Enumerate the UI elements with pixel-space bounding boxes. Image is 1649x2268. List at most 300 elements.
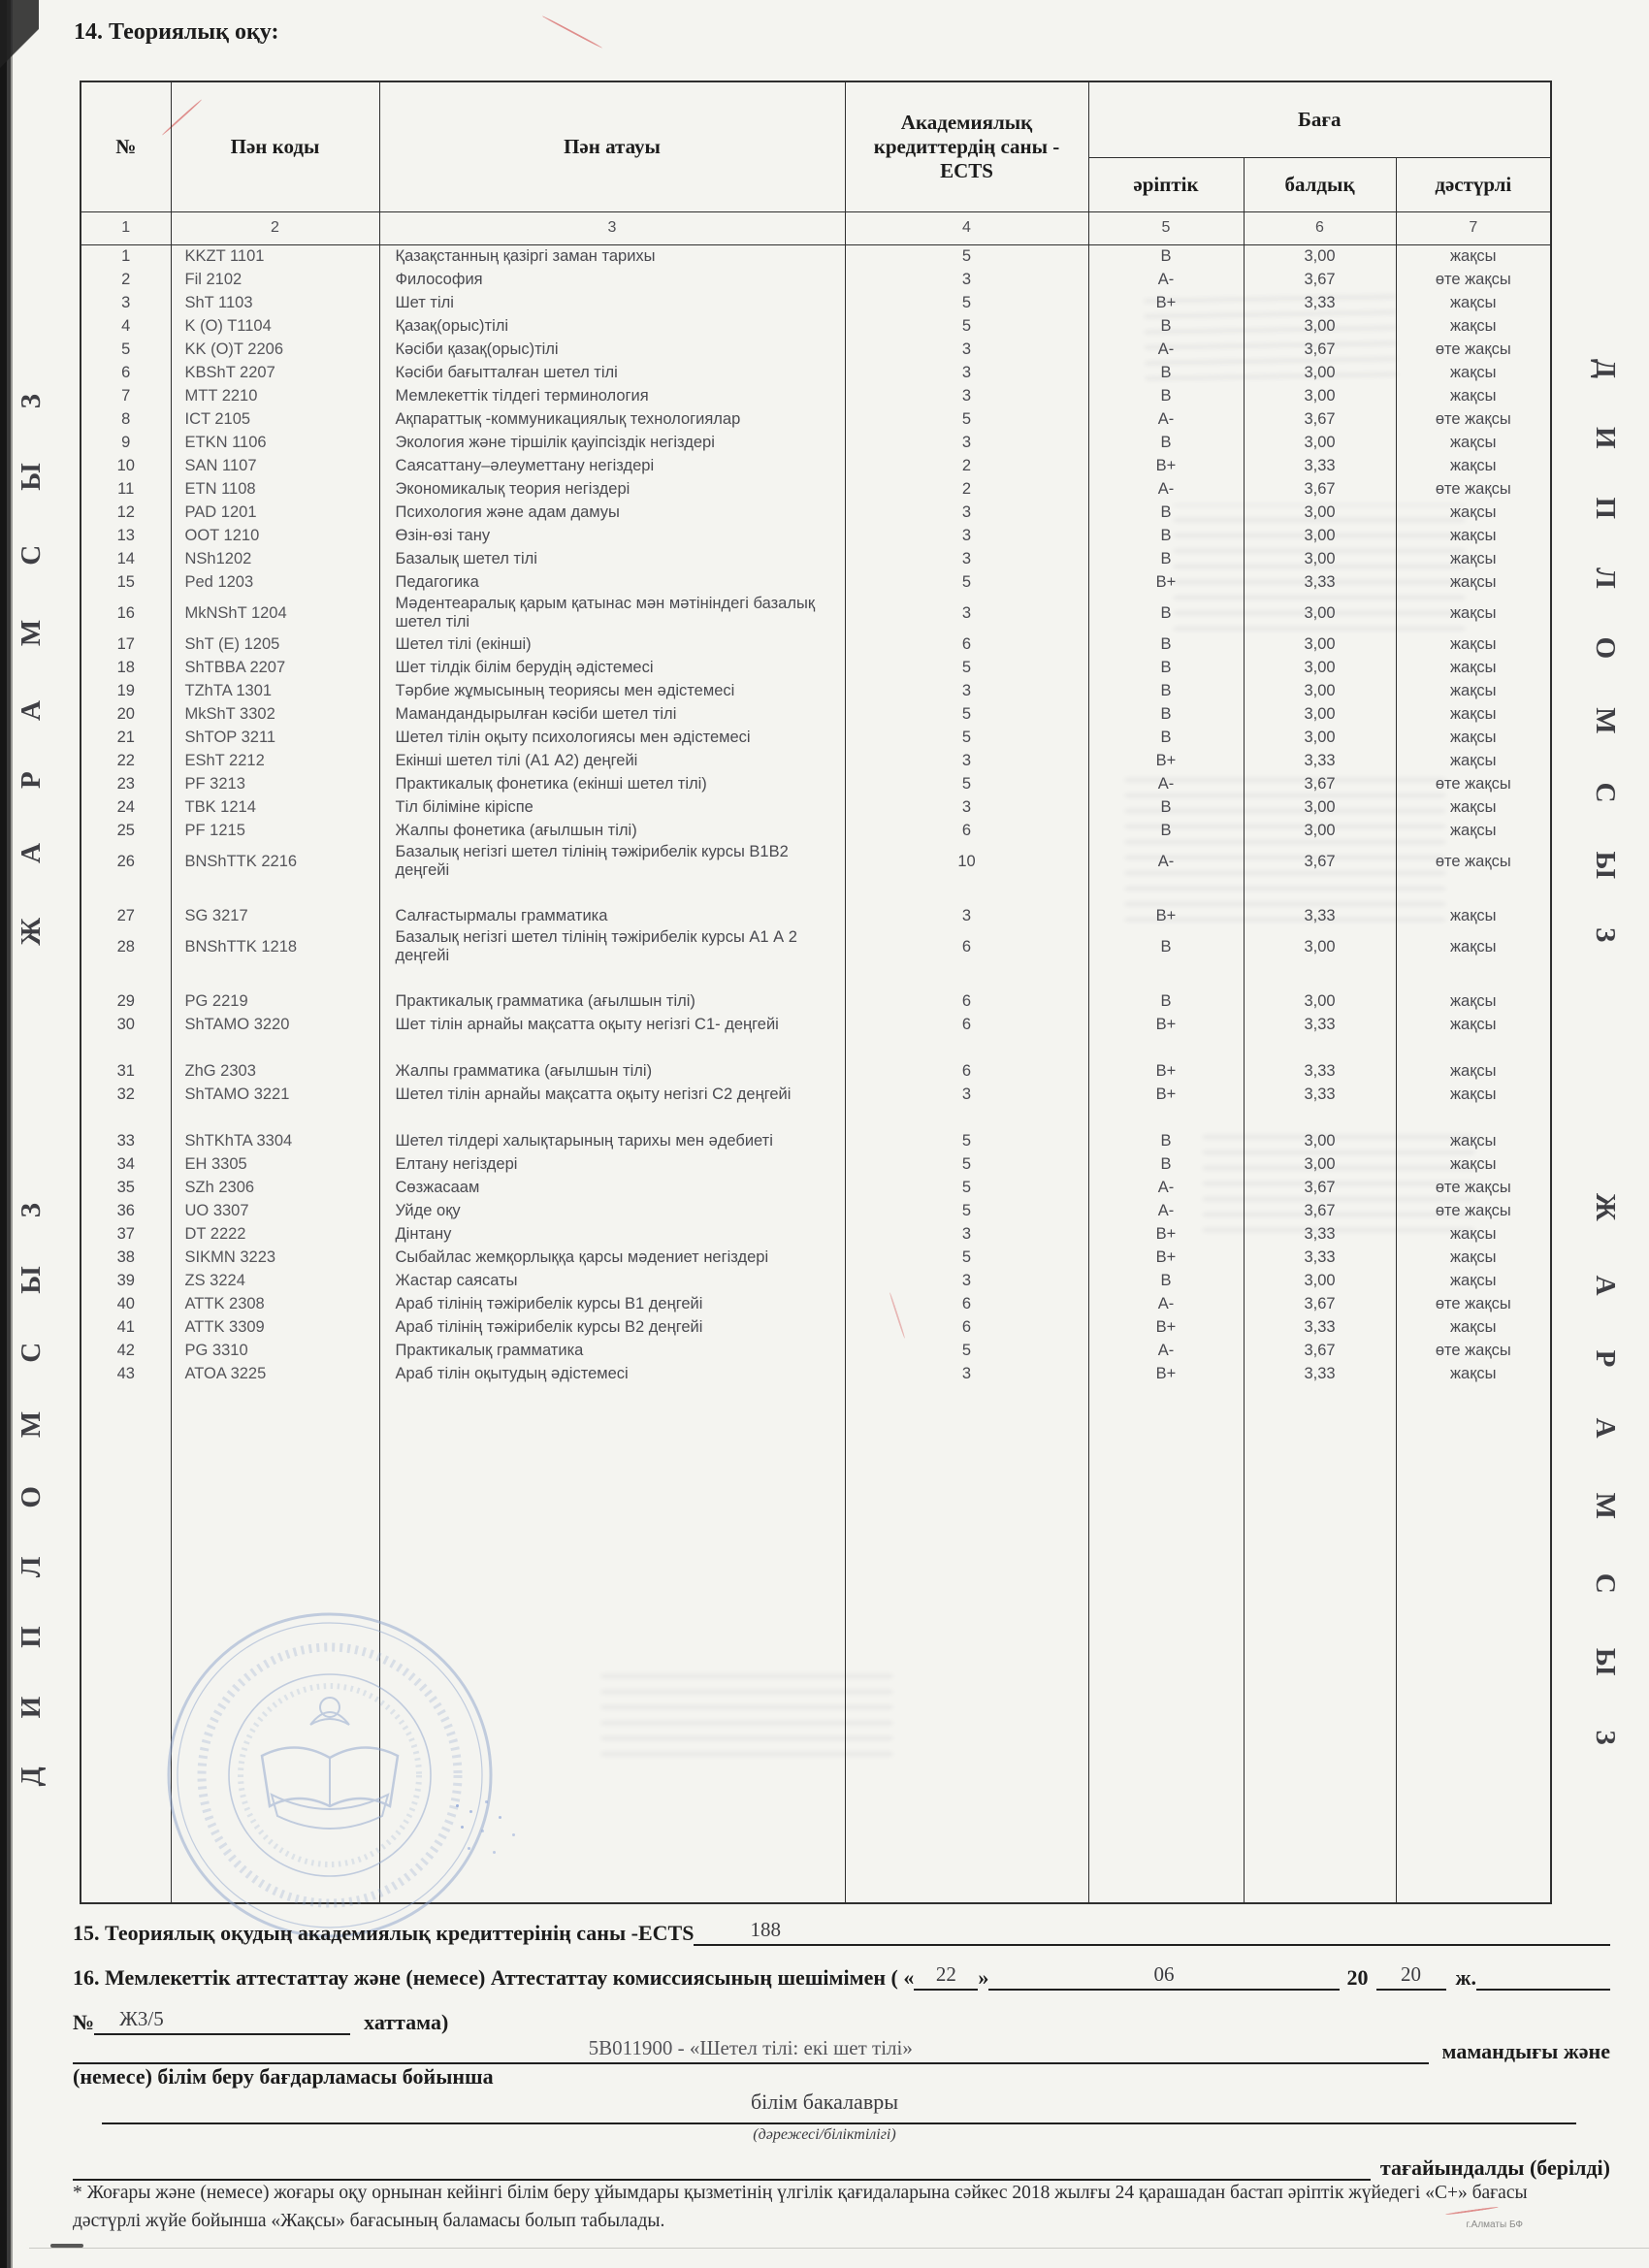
grade-traditional: өте жақсы — [1396, 477, 1551, 501]
grade-letter: B — [1088, 632, 1244, 656]
attestation-day: 22 — [914, 1960, 978, 1991]
table-row — [81, 1362, 1551, 1385]
empty-cell — [845, 966, 1088, 989]
credits-value: 3 — [845, 384, 1088, 407]
course-name: Кәсіби қазақ(орыс)тілі — [379, 338, 845, 361]
course-name: Мемлекеттік тілдегі терминология — [379, 384, 845, 407]
course-code: ShTAMO 3221 — [171, 1083, 379, 1106]
program-line — [73, 2033, 1610, 2064]
empty-cell — [1088, 1385, 1244, 1903]
grade-letter: B — [1088, 795, 1244, 819]
grade-traditional: жақсы — [1396, 1013, 1551, 1036]
grade-letter: B — [1088, 1152, 1244, 1176]
course-code: SZh 2306 — [171, 1176, 379, 1199]
grade-traditional: жақсы — [1396, 244, 1551, 268]
grade-letter: B — [1088, 314, 1244, 338]
credits-value: 5 — [845, 726, 1088, 749]
row-number: 37 — [81, 1222, 171, 1246]
credits-value: 6 — [845, 927, 1088, 966]
credits-value: 3 — [845, 547, 1088, 570]
table-row — [81, 1083, 1551, 1106]
course-code: ShT 1103 — [171, 291, 379, 314]
empty-cell — [1396, 1385, 1551, 1903]
course-name: Уйде оқу — [379, 1199, 845, 1222]
row-number: 38 — [81, 1246, 171, 1269]
row-number: 27 — [81, 904, 171, 927]
grade-letter: B+ — [1088, 749, 1244, 772]
credits-value: 3 — [845, 1362, 1088, 1385]
grade-letter: B+ — [1088, 454, 1244, 477]
course-name: Психология және адам дамуы — [379, 501, 845, 524]
course-name: Базалық негізгі шетел тілінің тәжірибелік курсы А1 А 2 деңгейі — [379, 927, 845, 966]
table-row — [81, 726, 1551, 749]
empty-cell — [1244, 1385, 1396, 1903]
column-number-row — [81, 211, 1551, 244]
grade-traditional: жақсы — [1396, 632, 1551, 656]
table-row — [81, 501, 1551, 524]
course-name: Практикалық грамматика — [379, 1339, 845, 1362]
grade-traditional: жақсы — [1396, 1246, 1551, 1269]
col-header-name: Пән атауы — [379, 81, 845, 211]
grade-traditional: жақсы — [1396, 726, 1551, 749]
empty-cell — [1396, 1106, 1551, 1129]
grade-score: 3,33 — [1244, 1315, 1396, 1339]
grade-score: 3,33 — [1244, 570, 1396, 594]
row-number: 1 — [81, 244, 171, 268]
course-code: BNShTTK 2216 — [171, 842, 379, 881]
grade-score: 3,00 — [1244, 1129, 1396, 1152]
row-number: 8 — [81, 407, 171, 431]
course-code: TBK 1214 — [171, 795, 379, 819]
empty-cell — [1396, 881, 1551, 904]
grade-traditional: жақсы — [1396, 656, 1551, 679]
row-number: 5 — [81, 338, 171, 361]
credits-value: 6 — [845, 1059, 1088, 1083]
grade-letter: B+ — [1088, 570, 1244, 594]
credits-value: 5 — [845, 656, 1088, 679]
table-row — [81, 361, 1551, 384]
row-number: 26 — [81, 842, 171, 881]
grade-traditional: өте жақсы — [1396, 268, 1551, 291]
course-code: ShT (E) 1205 — [171, 632, 379, 656]
row-number: 32 — [81, 1083, 171, 1106]
credits-value: 3 — [845, 795, 1088, 819]
row-number: 33 — [81, 1129, 171, 1152]
grade-score: 3,00 — [1244, 632, 1396, 656]
empty-cell — [1396, 966, 1551, 989]
course-name: Сыбайлас жемқорлыққа қарсы мәдениет негіздері — [379, 1246, 845, 1269]
grade-letter: B+ — [1088, 1059, 1244, 1083]
grade-traditional: жақсы — [1396, 1059, 1551, 1083]
table-row — [81, 454, 1551, 477]
attestation-century: 20 — [1346, 1965, 1369, 1990]
row-number: 14 — [81, 547, 171, 570]
course-name: Шет тілін арнайы мақсатта оқыту негізгі С1- деңгейі — [379, 1013, 845, 1036]
empty-cell — [81, 881, 171, 904]
table-row — [81, 338, 1551, 361]
credits-value: 3 — [845, 749, 1088, 772]
table-row — [81, 268, 1551, 291]
grade-score: 3,00 — [1244, 501, 1396, 524]
table-row — [81, 431, 1551, 454]
grade-traditional: жақсы — [1396, 1129, 1551, 1152]
col-header-grade-group: Баға — [1088, 81, 1551, 157]
row-number: 28 — [81, 927, 171, 966]
course-code: OOT 1210 — [171, 524, 379, 547]
course-code: ShTKhTA 3304 — [171, 1129, 379, 1152]
degree-caption: (дәрежесі/біліктілігі) — [753, 2126, 896, 2143]
table-row — [81, 1013, 1551, 1036]
course-code: ICT 2105 — [171, 407, 379, 431]
grade-score: 3,33 — [1244, 1246, 1396, 1269]
grade-score: 3,00 — [1244, 927, 1396, 966]
grade-score: 3,00 — [1244, 547, 1396, 570]
col-header-no: № — [81, 81, 171, 211]
table-row — [81, 1152, 1551, 1176]
grade-score: 3,00 — [1244, 594, 1396, 632]
table-row — [81, 656, 1551, 679]
grade-traditional: жақсы — [1396, 570, 1551, 594]
credits-value: 2 — [845, 454, 1088, 477]
course-code: UO 3307 — [171, 1199, 379, 1222]
attestation-label: 16. Мемлекеттік аттестаттау және (немесе) Аттестаттау комиссиясының шешімімен ( « — [73, 1965, 915, 1990]
credits-total-line — [73, 1915, 1610, 1946]
empty-cell — [1088, 966, 1244, 989]
course-name: Экономикалық теория негіздері — [379, 477, 845, 501]
empty-cell — [1244, 881, 1396, 904]
grade-traditional: жақсы — [1396, 384, 1551, 407]
grade-traditional: жақсы — [1396, 1362, 1551, 1385]
course-name: Экология және тіршілік қауіпсіздік негіздері — [379, 431, 845, 454]
grade-traditional: өте жақсы — [1396, 1339, 1551, 1362]
grade-score: 3,00 — [1244, 431, 1396, 454]
grade-traditional: жақсы — [1396, 1222, 1551, 1246]
credits-value: 3 — [845, 1222, 1088, 1246]
grade-letter: B — [1088, 1269, 1244, 1292]
course-name: Шетел тілін арнайы мақсатта оқыту негізгі С2 деңгейі — [379, 1083, 845, 1106]
row-number: 9 — [81, 431, 171, 454]
grade-letter: A- — [1088, 1199, 1244, 1222]
table-row — [81, 772, 1551, 795]
grade-traditional: жақсы — [1396, 594, 1551, 632]
grade-traditional: өте жақсы — [1396, 407, 1551, 431]
table-row — [81, 927, 1551, 966]
table-row — [81, 632, 1551, 656]
row-number: 25 — [81, 819, 171, 842]
course-code: Ped 1203 — [171, 570, 379, 594]
course-name: Жалпы фонетика (ағылшын тілі) — [379, 819, 845, 842]
row-number: 20 — [81, 702, 171, 726]
grade-traditional: жақсы — [1396, 314, 1551, 338]
empty-cell — [845, 881, 1088, 904]
table-row — [81, 407, 1551, 431]
grade-traditional: жақсы — [1396, 904, 1551, 927]
credits-value: 6 — [845, 1013, 1088, 1036]
footnote: * Жоғары және (немесе) жоғары оқу орнынан кейінгі білім беру ұйымдары қызметінің үлгілік қағидаларына сәйкес 2018 жылғы 24 қарашадан бастап әріптік жүйедегі «С+» бағасы дәстүрлі жүйе бойынша «Жақсы» бағасының баламасы болып табылады. — [73, 2183, 1528, 2232]
row-number: 21 — [81, 726, 171, 749]
course-code: ATTK 2308 — [171, 1292, 379, 1315]
course-name: Мәдентеаралық қарым қатынас мән мәтініндегі базалық шетел тілі — [379, 594, 845, 632]
empty-cell — [379, 881, 845, 904]
col-header-grade-letter: әріптік — [1088, 157, 1244, 211]
credits-value: 3 — [845, 361, 1088, 384]
row-number: 39 — [81, 1269, 171, 1292]
course-code: KK (O)T 2206 — [171, 338, 379, 361]
table-row — [81, 749, 1551, 772]
col-header-credits: Академиялық кредиттердің саны - ECTS — [845, 81, 1088, 211]
course-code: SIKMN 3223 — [171, 1246, 379, 1269]
course-name: Шетел тілі (екінші) — [379, 632, 845, 656]
course-name: Тіл біліміне кіріспе — [379, 795, 845, 819]
row-number: 15 — [81, 570, 171, 594]
grade-traditional: жақсы — [1396, 291, 1551, 314]
empty-cell — [1088, 1106, 1244, 1129]
grade-letter: B+ — [1088, 1315, 1244, 1339]
course-code: PAD 1201 — [171, 501, 379, 524]
grade-traditional: өте жақсы — [1396, 1292, 1551, 1315]
credits-total-label: 15. Теориялық оқудың академиялық кредиттерінің саны -ECTS — [73, 1921, 695, 1945]
course-name: Өзін-өзі тану — [379, 524, 845, 547]
program-line2 — [73, 2064, 1610, 2090]
grade-letter: B — [1088, 989, 1244, 1013]
empty-cell — [81, 1106, 171, 1129]
credits-value: 6 — [845, 632, 1088, 656]
table-row — [81, 1176, 1551, 1199]
row-number: 22 — [81, 749, 171, 772]
grade-letter: B — [1088, 501, 1244, 524]
credits-value: 3 — [845, 431, 1088, 454]
credits-value: 5 — [845, 570, 1088, 594]
course-code: MkNShT 1204 — [171, 594, 379, 632]
table-row — [81, 1059, 1551, 1083]
empty-cell — [171, 881, 379, 904]
grade-score: 3,00 — [1244, 795, 1396, 819]
course-code: EH 3305 — [171, 1152, 379, 1176]
grade-traditional: жақсы — [1396, 702, 1551, 726]
course-name: Кәсіби бағытталған шетел тілі — [379, 361, 845, 384]
grade-score: 3,00 — [1244, 361, 1396, 384]
scan-crease-dash — [50, 2244, 83, 2248]
grade-letter: A- — [1088, 1176, 1244, 1199]
program-line2-label: (немесе) білім беру бағдарламасы бойынша — [73, 2064, 494, 2089]
credits-value: 5 — [845, 407, 1088, 431]
empty-cell — [845, 1106, 1088, 1129]
print-mark: г.Алматы БФ — [1466, 2219, 1523, 2230]
course-name: Араб тілінің тәжірибелік курсы В1 деңгейі — [379, 1292, 845, 1315]
table-row — [81, 314, 1551, 338]
grade-score: 3,33 — [1244, 1362, 1396, 1385]
empty-cell — [1396, 1036, 1551, 1059]
table-row — [81, 819, 1551, 842]
grade-letter: B+ — [1088, 1246, 1244, 1269]
grade-letter: B — [1088, 244, 1244, 268]
empty-cell — [81, 1385, 171, 1903]
course-code: KKZT 1101 — [171, 244, 379, 268]
course-code: ATOA 3225 — [171, 1362, 379, 1385]
attestation-year: 20 — [1376, 1960, 1446, 1991]
course-code: ETKN 1106 — [171, 431, 379, 454]
course-name: Елтану негіздері — [379, 1152, 845, 1176]
empty-cell — [845, 1385, 1088, 1903]
course-code: ZS 3224 — [171, 1269, 379, 1292]
grade-score: 3,67 — [1244, 407, 1396, 431]
credits-value: 10 — [845, 842, 1088, 881]
course-name: Жастар саясаты — [379, 1269, 845, 1292]
table-row — [81, 1292, 1551, 1315]
grade-score: 3,33 — [1244, 1083, 1396, 1106]
scan-crease-line — [29, 2248, 1649, 2249]
empty-cell — [379, 1036, 845, 1059]
col-header-grade-score: балдық — [1244, 157, 1396, 211]
grade-score: 3,67 — [1244, 1292, 1396, 1315]
watermark-text: ДИПЛОМСЫЗ — [1590, 359, 1621, 991]
table-row — [81, 1129, 1551, 1152]
table-row — [81, 795, 1551, 819]
empty-cell — [1244, 1106, 1396, 1129]
course-name: Шетел тілін оқыту психологиясы мен әдістемесі — [379, 726, 845, 749]
course-code: ShTBBA 2207 — [171, 656, 379, 679]
credits-value: 3 — [845, 268, 1088, 291]
grade-letter: B — [1088, 431, 1244, 454]
grade-letter: B+ — [1088, 904, 1244, 927]
course-name: Шет тілі — [379, 291, 845, 314]
credits-value: 3 — [845, 904, 1088, 927]
grade-score: 3,67 — [1244, 338, 1396, 361]
empty-cell — [81, 1036, 171, 1059]
grade-traditional: өте жақсы — [1396, 1176, 1551, 1199]
column-number: 3 — [379, 211, 845, 244]
grade-score: 3,00 — [1244, 1269, 1396, 1292]
course-name: Базалық негізгі шетел тілінің тәжірибелік курсы В1В2 деңгейі — [379, 842, 845, 881]
table-row — [81, 384, 1551, 407]
degree-underline — [102, 2122, 1576, 2124]
row-number: 29 — [81, 989, 171, 1013]
grade-traditional: жақсы — [1396, 501, 1551, 524]
table-row — [81, 989, 1551, 1013]
grade-letter: B — [1088, 361, 1244, 384]
grade-traditional: жақсы — [1396, 1269, 1551, 1292]
red-pen-mark — [542, 16, 603, 49]
row-number: 7 — [81, 384, 171, 407]
credits-value: 3 — [845, 1269, 1088, 1292]
row-number: 24 — [81, 795, 171, 819]
grade-letter: B+ — [1088, 1362, 1244, 1385]
row-number: 36 — [81, 1199, 171, 1222]
grade-letter: B — [1088, 594, 1244, 632]
grade-traditional: өте жақсы — [1396, 338, 1551, 361]
protocol-suffix: хаттама) — [364, 2010, 449, 2034]
table-row — [81, 547, 1551, 570]
grade-score: 3,67 — [1244, 1199, 1396, 1222]
row-number: 12 — [81, 501, 171, 524]
attestation-year-suffix: ж. — [1455, 1965, 1476, 1990]
row-number: 42 — [81, 1339, 171, 1362]
row-number: 35 — [81, 1176, 171, 1199]
table-row — [81, 1199, 1551, 1222]
program-value: 5В011900 - «Шетел тілі: екі шет тілі» — [73, 2033, 1429, 2064]
row-number: 34 — [81, 1152, 171, 1176]
grade-score: 3,33 — [1244, 1059, 1396, 1083]
grade-letter: B — [1088, 702, 1244, 726]
table-row — [81, 842, 1551, 881]
grade-score: 3,67 — [1244, 268, 1396, 291]
course-name: Екінші шетел тілі (А1 А2) деңгейі — [379, 749, 845, 772]
spacer-row — [81, 881, 1551, 904]
empty-cell — [1088, 1036, 1244, 1059]
grade-letter: B — [1088, 524, 1244, 547]
empty-cell — [379, 966, 845, 989]
grade-traditional: жақсы — [1396, 989, 1551, 1013]
attestation-line — [73, 1960, 1610, 1991]
grade-letter: B — [1088, 656, 1244, 679]
credits-value: 5 — [845, 1199, 1088, 1222]
table-row — [81, 904, 1551, 927]
column-number: 1 — [81, 211, 171, 244]
table-row — [81, 477, 1551, 501]
grade-score: 3,00 — [1244, 679, 1396, 702]
awarded-line — [73, 2155, 1610, 2181]
column-number: 7 — [1396, 211, 1551, 244]
course-code: K (O) T1104 — [171, 314, 379, 338]
course-code: ZhG 2303 — [171, 1059, 379, 1083]
course-name: Сөзжасаам — [379, 1176, 845, 1199]
grade-score: 3,00 — [1244, 819, 1396, 842]
grade-letter: B — [1088, 384, 1244, 407]
table-row — [81, 570, 1551, 594]
watermark-text: ДИПЛОМСЫЗ — [16, 1154, 47, 1787]
credits-value: 5 — [845, 1152, 1088, 1176]
protocol-value: Ж3/5 — [94, 2004, 350, 2035]
table-row — [81, 1315, 1551, 1339]
course-name: Араб тілін оқытудың әдістемесі — [379, 1362, 845, 1385]
credits-value: 3 — [845, 338, 1088, 361]
watermark-text: ЖАРАМСЫЗ — [1590, 1193, 1621, 1799]
course-name: Қазақстанның қазіргі заман тарихы — [379, 244, 845, 268]
course-name: Саясаттану–әлеуметтану негіздері — [379, 454, 845, 477]
course-name: Практикалық грамматика (ағылшын тілі) — [379, 989, 845, 1013]
row-number: 30 — [81, 1013, 171, 1036]
course-code: ATTK 3309 — [171, 1315, 379, 1339]
attestation-blank — [1476, 1989, 1610, 1991]
protocol-no-label: № — [73, 2010, 95, 2034]
credits-value: 3 — [845, 1083, 1088, 1106]
row-number: 43 — [81, 1362, 171, 1385]
col-header-code: Пән коды — [171, 81, 379, 211]
credits-value: 3 — [845, 501, 1088, 524]
course-code: ShTOP 3211 — [171, 726, 379, 749]
course-name: Жалпы грамматика (ағылшын тілі) — [379, 1059, 845, 1083]
course-code: ETN 1108 — [171, 477, 379, 501]
course-code: MTT 2210 — [171, 384, 379, 407]
empty-cell — [171, 1036, 379, 1059]
grade-score: 3,00 — [1244, 384, 1396, 407]
credits-total-value: 188 — [694, 1915, 1610, 1946]
course-name: Практикалық фонетика (екінші шетел тілі) — [379, 772, 845, 795]
credits-value: 3 — [845, 524, 1088, 547]
table-row — [81, 1222, 1551, 1246]
grade-score: 3,33 — [1244, 454, 1396, 477]
course-name: Шет тілдік білім берудің әдістемесі — [379, 656, 845, 679]
grade-traditional: жақсы — [1396, 927, 1551, 966]
credits-value: 5 — [845, 291, 1088, 314]
attestation-month: 06 — [988, 1960, 1339, 1991]
protocol-line — [73, 2004, 1610, 2035]
grade-score: 3,33 — [1244, 1013, 1396, 1036]
grade-score: 3,00 — [1244, 656, 1396, 679]
row-number: 18 — [81, 656, 171, 679]
credits-value: 5 — [845, 772, 1088, 795]
credits-value: 6 — [845, 1315, 1088, 1339]
